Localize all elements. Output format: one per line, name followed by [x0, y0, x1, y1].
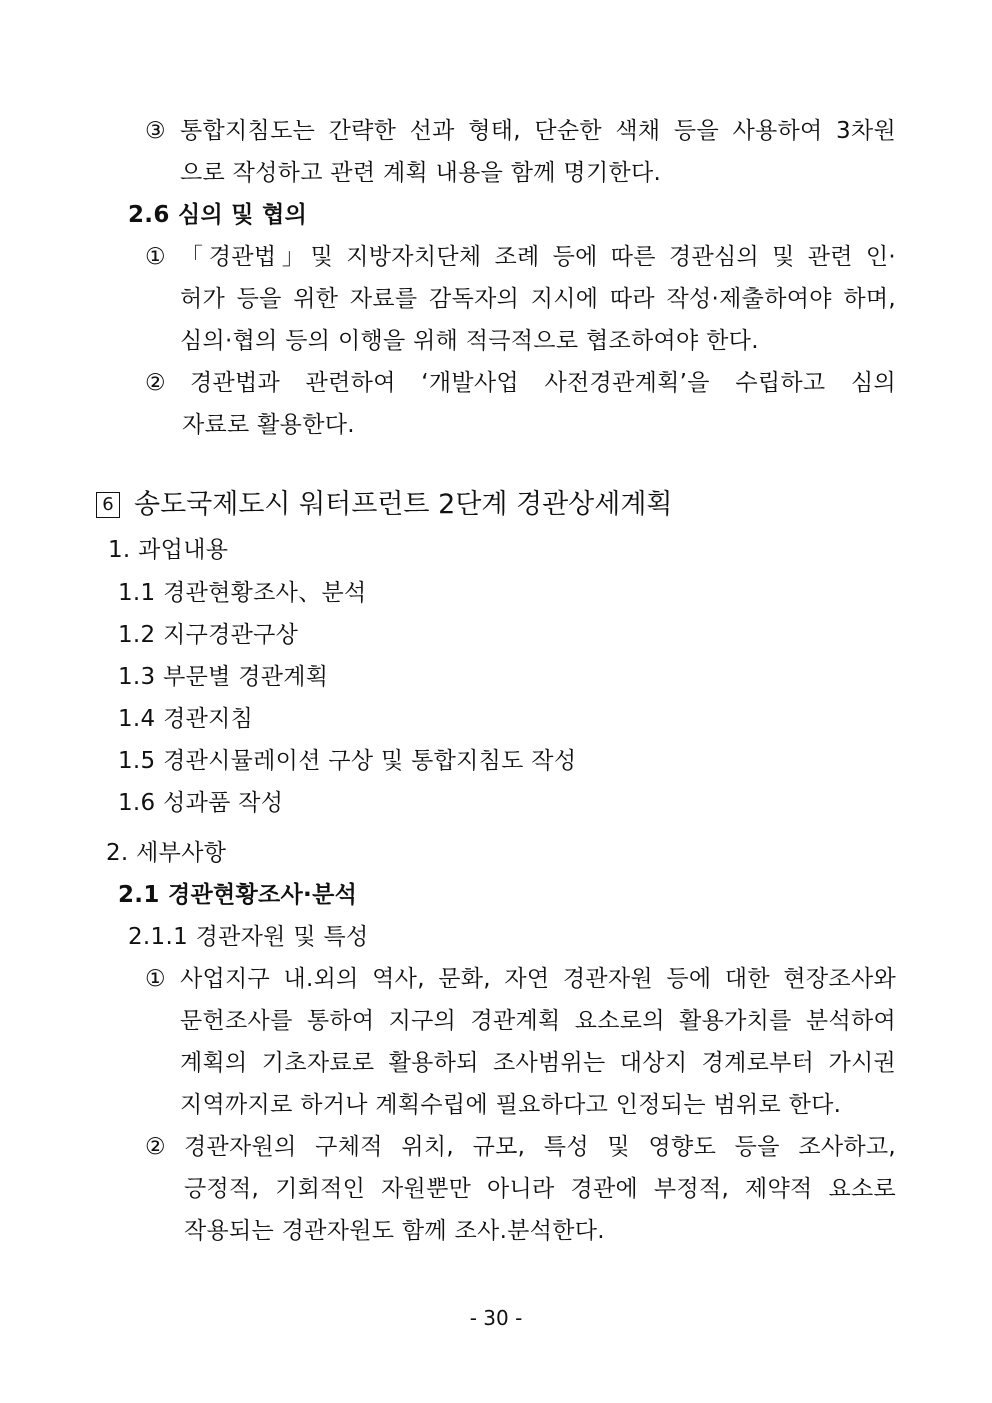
paragraph-line: 심의·협의 등의 이행을 위해 적극적으로 협조하여야 한다. — [180, 328, 759, 354]
section-title — [96, 485, 672, 525]
list-item: 1.1 경관현황조사、분석 — [118, 580, 367, 606]
section-title-text: 송도국제도시 워터프런트 2단계 경관상세계획 — [134, 489, 673, 520]
item-marker: ① — [145, 244, 166, 270]
list-item: 1.6 성과품 작성 — [118, 790, 284, 816]
item-marker: ③ — [145, 118, 166, 144]
paragraph-line: 으로 작성하고 관련 계획 내용을 함께 명기한다. — [180, 160, 662, 186]
part-heading: 1. 과업내용 — [108, 537, 229, 563]
item-marker: ① — [145, 966, 166, 992]
list-item: 1.4 경관지침 — [118, 706, 254, 732]
page-number: - 30 - — [469, 1306, 523, 1330]
paragraph-line: 계획의 기초자료로 활용하되 조사범위는 대상지 경계로부터 가시권 — [180, 1050, 896, 1076]
paragraph-line: 「경관법」및 지방자치단체 조례 등에 따른 경관심의 및 관련 인· — [180, 244, 896, 270]
subsection-heading: 2.1 경관현황조사·분석 — [118, 882, 358, 908]
paragraph-line: 자료로 활용한다. — [182, 412, 355, 438]
section-number-box: 6 — [96, 492, 120, 518]
paragraph-line: 통합지침도는 간략한 선과 형태, 단순한 색채 등을 사용하여 3차원 — [180, 118, 896, 144]
item-marker: ② — [145, 370, 166, 396]
paragraph-line: 긍정적, 기회적인 자원뿐만 아니라 경관에 부정적, 제약적 요소로 — [184, 1176, 896, 1202]
paragraph-line: 사업지구 내.외의 역사, 문화, 자연 경관자원 등에 대한 현장조사와 — [180, 966, 896, 992]
paragraph-line: 지역까지로 하거나 계획수립에 필요하다고 인정되는 범위로 한다. — [180, 1092, 842, 1118]
list-item: 1.2 지구경관구상 — [118, 622, 299, 648]
list-item: 1.3 부문별 경관계획 — [118, 664, 329, 690]
paragraph-line: 문헌조사를 통하여 지구의 경관계획 요소로의 활용가치를 분석하여 — [180, 1008, 896, 1034]
paragraph-line: 경관법과 관련하여 ‘개발사업 사전경관계획’을 수립하고 심의 — [190, 370, 896, 396]
part-heading: 2. 세부사항 — [106, 840, 227, 866]
subsubsection-heading: 2.1.1 경관자원 및 특성 — [128, 924, 369, 950]
paragraph-line: 작용되는 경관자원도 함께 조사.분석한다. — [184, 1218, 605, 1244]
item-marker: ② — [145, 1134, 166, 1160]
paragraph-line: 허가 등을 위한 자료를 감독자의 지시에 따라 작성·제출하여야 하며, — [180, 286, 896, 312]
paragraph-line: 경관자원의 구체적 위치, 규모, 특성 및 영향도 등을 조사하고, — [184, 1134, 896, 1160]
subsection-heading: 2.6 심의 및 협의 — [128, 202, 308, 228]
list-item: 1.5 경관시뮬레이션 구상 및 통합지침도 작성 — [118, 748, 577, 774]
